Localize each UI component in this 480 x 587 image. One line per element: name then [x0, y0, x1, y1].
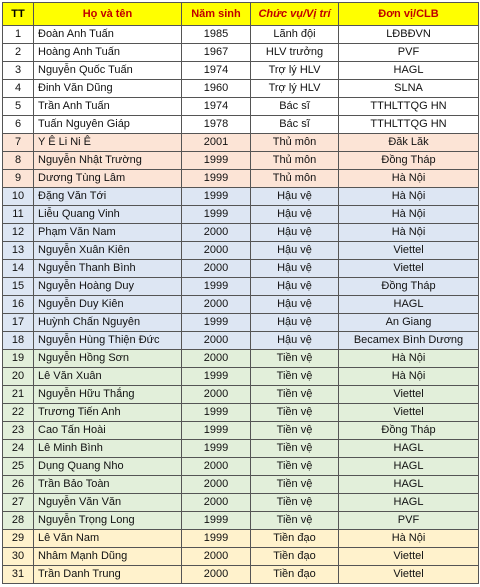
cell-birth-year: 1999 — [182, 512, 251, 530]
cell-name: Trần Bảo Toàn — [34, 476, 182, 494]
cell-birth-year: 1974 — [182, 62, 251, 80]
cell-role: Hậu vệ — [251, 260, 339, 278]
cell-birth-year: 1974 — [182, 98, 251, 116]
cell-role: Tiền vệ — [251, 476, 339, 494]
cell-role: Tiền vệ — [251, 440, 339, 458]
table-row — [3, 422, 479, 440]
cell-birth-year: 2000 — [182, 260, 251, 278]
cell-number: 25 — [3, 458, 34, 476]
cell-birth-year: 2000 — [182, 332, 251, 350]
cell-birth-year: 1999 — [182, 278, 251, 296]
cell-name: Nhâm Mạnh Dũng — [34, 548, 182, 566]
cell-role: Tiền vệ — [251, 368, 339, 386]
cell-club: LĐBĐVN — [339, 26, 479, 44]
cell-name: Nguyễn Hữu Thắng — [34, 386, 182, 404]
cell-role: Tiền đạo — [251, 548, 339, 566]
cell-role: Hậu vệ — [251, 314, 339, 332]
cell-name: Nguyễn Nhật Trường — [34, 152, 182, 170]
cell-number: 13 — [3, 242, 34, 260]
table-row — [3, 494, 479, 512]
roster-table — [2, 2, 479, 584]
cell-birth-year: 1999 — [182, 314, 251, 332]
cell-number: 2 — [3, 44, 34, 62]
cell-name: Trương Tiến Anh — [34, 404, 182, 422]
cell-birth-year: 1999 — [182, 206, 251, 224]
cell-number: 24 — [3, 440, 34, 458]
cell-name: Liễu Quang Vinh — [34, 206, 182, 224]
cell-number: 14 — [3, 260, 34, 278]
cell-name: Tuấn Nguyên Giáp — [34, 116, 182, 134]
cell-birth-year: 1967 — [182, 44, 251, 62]
cell-name: Lê Văn Xuân — [34, 368, 182, 386]
cell-birth-year: 1999 — [182, 170, 251, 188]
cell-name: Nguyễn Thanh Bình — [34, 260, 182, 278]
cell-role: Tiền vệ — [251, 512, 339, 530]
table-row — [3, 512, 479, 530]
cell-role: Trợ lý HLV — [251, 80, 339, 98]
cell-number: 17 — [3, 314, 34, 332]
cell-birth-year: 1978 — [182, 116, 251, 134]
cell-name: Phạm Văn Nam — [34, 224, 182, 242]
cell-name: Đinh Văn Dũng — [34, 80, 182, 98]
cell-birth-year: 1985 — [182, 26, 251, 44]
table-row — [3, 260, 479, 278]
cell-club: Viettel — [339, 566, 479, 584]
cell-number: 4 — [3, 80, 34, 98]
table-row — [3, 548, 479, 566]
cell-club: Hà Nội — [339, 368, 479, 386]
cell-birth-year: 1999 — [182, 440, 251, 458]
cell-birth-year: 2000 — [182, 566, 251, 584]
table-body — [3, 26, 479, 584]
cell-birth-year: 2000 — [182, 224, 251, 242]
cell-role: Bác sĩ — [251, 116, 339, 134]
cell-name: Huỳnh Chấn Nguyên — [34, 314, 182, 332]
cell-club: PVF — [339, 44, 479, 62]
cell-name: Nguyễn Quốc Tuấn — [34, 62, 182, 80]
cell-name: Y Ê Li Ni Ê — [34, 134, 182, 152]
cell-number: 22 — [3, 404, 34, 422]
cell-club: HAGL — [339, 62, 479, 80]
cell-name: Trần Danh Trung — [34, 566, 182, 584]
cell-role: Tiền vệ — [251, 386, 339, 404]
cell-number: 16 — [3, 296, 34, 314]
cell-name: Nguyễn Xuân Kiên — [34, 242, 182, 260]
cell-number: 26 — [3, 476, 34, 494]
cell-number: 11 — [3, 206, 34, 224]
cell-club: Đăk Lăk — [339, 134, 479, 152]
cell-number: 5 — [3, 98, 34, 116]
cell-birth-year: 1999 — [182, 530, 251, 548]
cell-role: Tiền vệ — [251, 458, 339, 476]
table-row — [3, 80, 479, 98]
cell-number: 6 — [3, 116, 34, 134]
table-row — [3, 476, 479, 494]
cell-role: Hậu vệ — [251, 206, 339, 224]
cell-birth-year: 1999 — [182, 188, 251, 206]
cell-club: SLNA — [339, 80, 479, 98]
cell-name: Cao Tấn Hoài — [34, 422, 182, 440]
cell-number: 12 — [3, 224, 34, 242]
cell-club: Hà Nội — [339, 530, 479, 548]
cell-role: Hậu vệ — [251, 332, 339, 350]
cell-role: Thủ môn — [251, 134, 339, 152]
table-row — [3, 440, 479, 458]
cell-role: Hậu vệ — [251, 278, 339, 296]
cell-role: Tiền vệ — [251, 350, 339, 368]
cell-role: Hậu vệ — [251, 242, 339, 260]
cell-number: 29 — [3, 530, 34, 548]
cell-birth-year: 2000 — [182, 548, 251, 566]
table-row — [3, 116, 479, 134]
table-row — [3, 62, 479, 80]
cell-club: Viettel — [339, 548, 479, 566]
cell-club: HAGL — [339, 476, 479, 494]
cell-number: 7 — [3, 134, 34, 152]
table-row — [3, 188, 479, 206]
cell-name: Đặng Văn Tới — [34, 188, 182, 206]
cell-club: Viettel — [339, 260, 479, 278]
cell-birth-year: 2000 — [182, 458, 251, 476]
cell-club: Becamex Bình Dương — [339, 332, 479, 350]
cell-name: Nguyễn Văn Văn — [34, 494, 182, 512]
cell-number: 19 — [3, 350, 34, 368]
cell-club: HAGL — [339, 296, 479, 314]
header-club: Đơn vị/CLB — [339, 3, 479, 26]
cell-number: 27 — [3, 494, 34, 512]
cell-name: Dụng Quang Nho — [34, 458, 182, 476]
table-row — [3, 530, 479, 548]
cell-number: 8 — [3, 152, 34, 170]
cell-role: HLV trưởng — [251, 44, 339, 62]
cell-name: Nguyễn Trọng Long — [34, 512, 182, 530]
cell-role: Trợ lý HLV — [251, 62, 339, 80]
cell-name: Lê Văn Nam — [34, 530, 182, 548]
table-row — [3, 314, 479, 332]
cell-club: PVF — [339, 512, 479, 530]
table-row — [3, 566, 479, 584]
cell-number: 30 — [3, 548, 34, 566]
cell-number: 1 — [3, 26, 34, 44]
cell-role: Hậu vệ — [251, 188, 339, 206]
cell-number: 15 — [3, 278, 34, 296]
cell-club: An Giang — [339, 314, 479, 332]
cell-number: 20 — [3, 368, 34, 386]
cell-name: Nguyễn Duy Kiên — [34, 296, 182, 314]
table-row — [3, 206, 479, 224]
table-row — [3, 296, 479, 314]
cell-club: Viettel — [339, 242, 479, 260]
cell-name: Nguyễn Hoàng Duy — [34, 278, 182, 296]
cell-number: 18 — [3, 332, 34, 350]
table-row — [3, 350, 479, 368]
cell-birth-year: 1960 — [182, 80, 251, 98]
cell-role: Hậu vệ — [251, 296, 339, 314]
cell-name: Đoàn Anh Tuấn — [34, 26, 182, 44]
cell-club: TTHLTTQG HN — [339, 98, 479, 116]
table-row — [3, 224, 479, 242]
cell-name: Hoàng Anh Tuấn — [34, 44, 182, 62]
cell-role: Thủ môn — [251, 152, 339, 170]
cell-club: Hà Nội — [339, 224, 479, 242]
cell-number: 3 — [3, 62, 34, 80]
cell-club: HAGL — [339, 458, 479, 476]
cell-role: Tiền đạo — [251, 530, 339, 548]
cell-birth-year: 2000 — [182, 242, 251, 260]
cell-name: Trần Anh Tuấn — [34, 98, 182, 116]
cell-role: Thủ môn — [251, 170, 339, 188]
cell-number: 9 — [3, 170, 34, 188]
cell-role: Tiền vệ — [251, 494, 339, 512]
cell-birth-year: 1999 — [182, 152, 251, 170]
cell-role: Tiền đạo — [251, 566, 339, 584]
table-row — [3, 242, 479, 260]
cell-club: Hà Nội — [339, 188, 479, 206]
table-row — [3, 134, 479, 152]
table-row — [3, 404, 479, 422]
cell-number: 10 — [3, 188, 34, 206]
cell-club: HAGL — [339, 494, 479, 512]
table-header — [3, 3, 479, 26]
cell-name: Lê Minh Bình — [34, 440, 182, 458]
cell-birth-year: 1999 — [182, 422, 251, 440]
header-name: Họ và tên — [34, 3, 182, 26]
cell-number: 21 — [3, 386, 34, 404]
cell-club: Hà Nội — [339, 170, 479, 188]
table-row — [3, 368, 479, 386]
table-row — [3, 278, 479, 296]
cell-club: Hà Nội — [339, 350, 479, 368]
cell-birth-year: 2000 — [182, 350, 251, 368]
table-row — [3, 26, 479, 44]
cell-role: Tiền vệ — [251, 422, 339, 440]
cell-club: Đồng Tháp — [339, 422, 479, 440]
cell-role: Tiền vệ — [251, 404, 339, 422]
cell-birth-year: 1999 — [182, 368, 251, 386]
table-row — [3, 98, 479, 116]
cell-role: Bác sĩ — [251, 98, 339, 116]
cell-birth-year: 2000 — [182, 386, 251, 404]
cell-club: Viettel — [339, 404, 479, 422]
cell-name: Nguyễn Hùng Thiện Đức — [34, 332, 182, 350]
cell-club: HAGL — [339, 440, 479, 458]
cell-birth-year: 2000 — [182, 296, 251, 314]
cell-number: 31 — [3, 566, 34, 584]
cell-club: Viettel — [339, 386, 479, 404]
table-row — [3, 332, 479, 350]
cell-number: 28 — [3, 512, 34, 530]
cell-role: Lãnh đội — [251, 26, 339, 44]
cell-birth-year: 2000 — [182, 494, 251, 512]
table-row — [3, 170, 479, 188]
roster-table-container — [2, 2, 479, 584]
cell-club: TTHLTTQG HN — [339, 116, 479, 134]
cell-name: Nguyễn Hồng Sơn — [34, 350, 182, 368]
cell-birth-year: 1999 — [182, 404, 251, 422]
header-role: Chức vụ/Vị trí — [251, 3, 339, 26]
cell-club: Hà Nội — [339, 206, 479, 224]
cell-number: 23 — [3, 422, 34, 440]
header-row — [3, 3, 479, 26]
cell-club: Đồng Tháp — [339, 278, 479, 296]
cell-birth-year: 2000 — [182, 476, 251, 494]
header-number: TT — [3, 3, 34, 26]
cell-birth-year: 2001 — [182, 134, 251, 152]
header-birth-year: Năm sinh — [182, 3, 251, 26]
table-row — [3, 44, 479, 62]
cell-club: Đồng Tháp — [339, 152, 479, 170]
table-row — [3, 152, 479, 170]
table-row — [3, 458, 479, 476]
table-row — [3, 386, 479, 404]
cell-role: Hậu vệ — [251, 224, 339, 242]
cell-name: Dương Tùng Lâm — [34, 170, 182, 188]
